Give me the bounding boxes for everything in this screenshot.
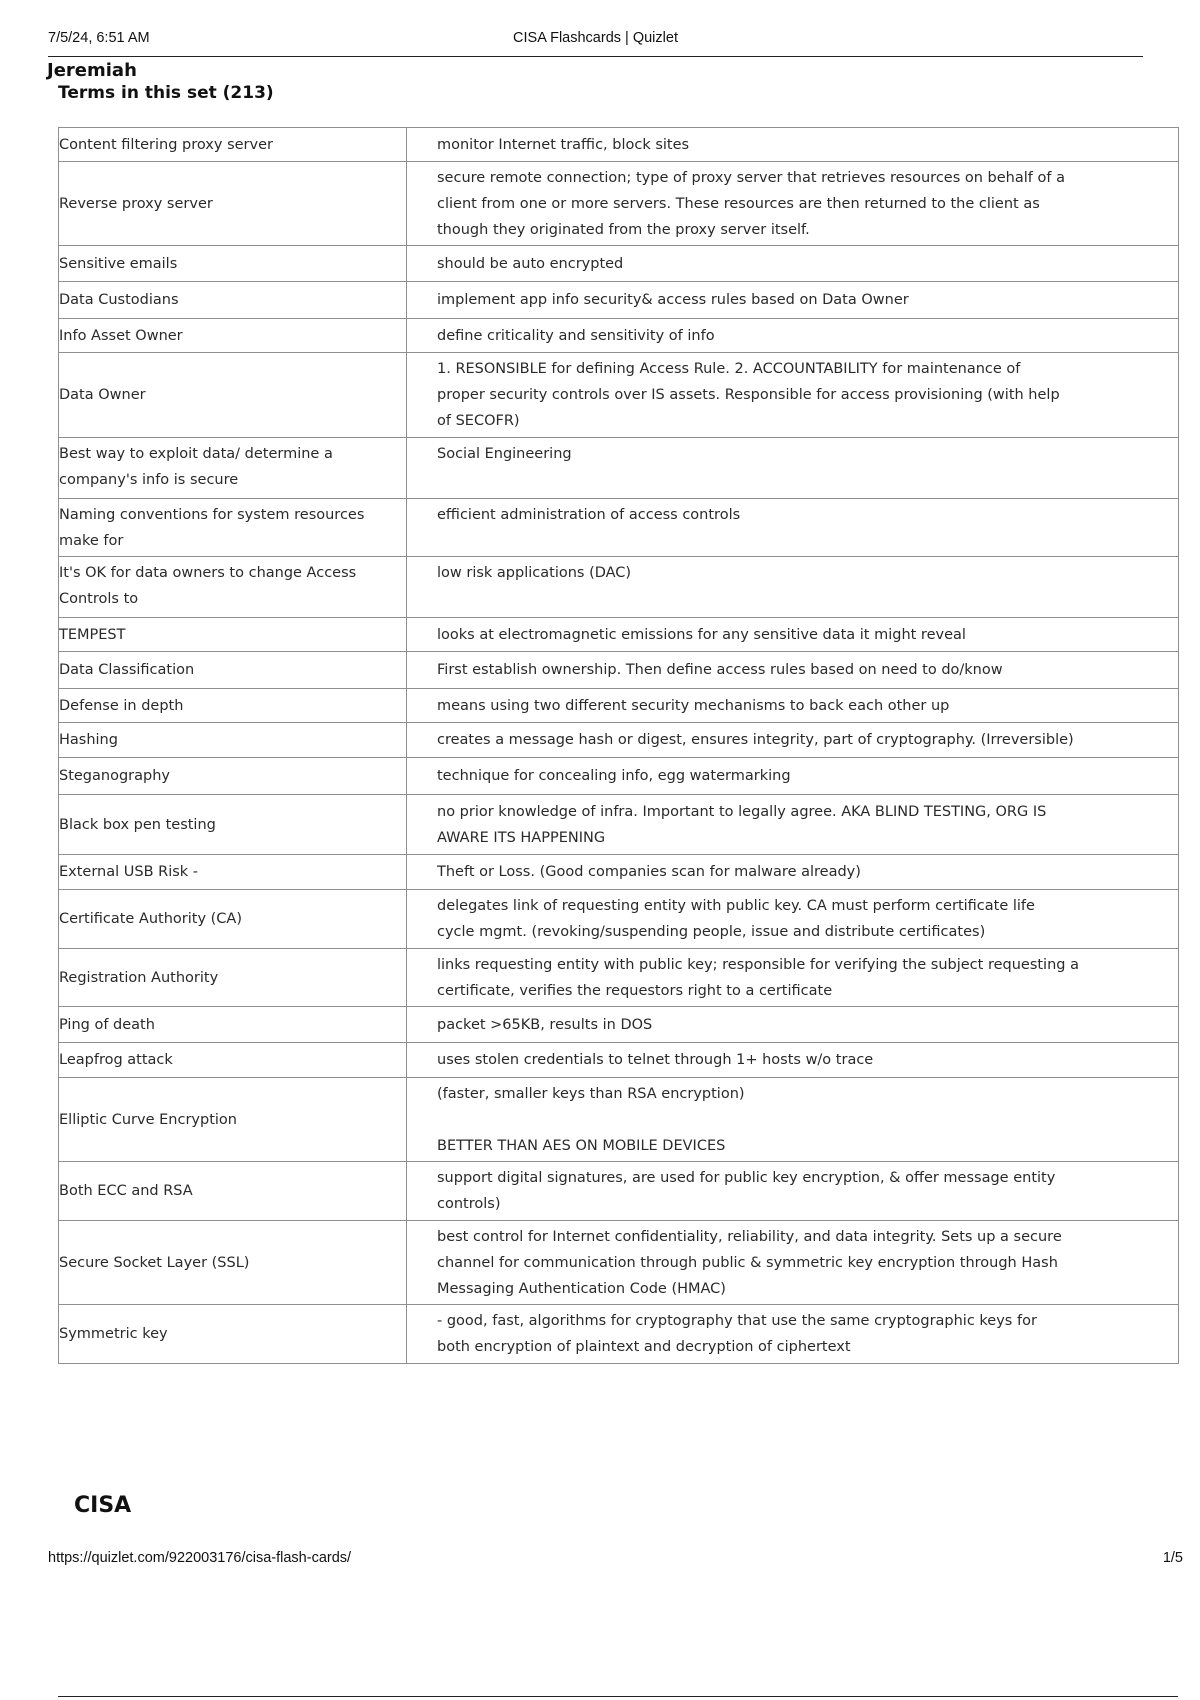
definition-cell: [407, 128, 1179, 162]
definition-cell: [407, 319, 1179, 353]
table-row: [59, 1162, 1179, 1221]
table-row: [59, 689, 1179, 723]
term-cell: Certificate Authority (CA): [59, 890, 407, 949]
term-cell: Ping of death: [59, 1007, 407, 1043]
table-row: [59, 1043, 1179, 1078]
term-cell: Reverse proxy server: [59, 162, 407, 246]
definition-line: Social Engineering: [437, 446, 572, 462]
definition-line: client from one or more servers. These resources are then returned to the client as: [437, 195, 1040, 212]
table-row: [59, 1007, 1179, 1043]
definition-line: proper security controls over IS assets. Responsible for access provisioning (with help: [437, 387, 1060, 403]
definition-cell: [407, 855, 1179, 890]
header-divider: [48, 56, 1143, 57]
definition-line: define criticality and sensitivity of info: [437, 327, 715, 344]
set-brand-title: CISA: [74, 1493, 132, 1518]
table-row: [59, 246, 1179, 282]
definition-line: First establish ownership. Then define access rules based on need to do/know: [437, 662, 1003, 678]
definition-cell: [407, 1078, 1179, 1162]
definition-line: no prior knowledge of infra. Important to legally agree. AKA BLIND TESTING, ORG IS: [437, 803, 1047, 820]
definition-cell: [407, 282, 1179, 319]
table-row: [59, 949, 1179, 1007]
table-row: [59, 319, 1179, 353]
definition-line: controls): [437, 1196, 501, 1212]
table-row: [59, 557, 1179, 618]
definition-line: channel for communication through public & symmetric key encryption through Hash: [437, 1254, 1058, 1271]
table-row: [59, 128, 1179, 162]
definition-line: support digital signatures, are used for public key encryption, & offer message entity: [437, 1170, 1056, 1186]
definition-cell: [407, 1162, 1179, 1221]
definition-line: certificate, verifies the requestors right to a certificate: [437, 982, 833, 999]
definition-cell: [407, 652, 1179, 689]
definition-line: 1. RESONSIBLE for defining Access Rule. 2. ACCOUNTABILITY for maintenance of: [437, 361, 1021, 377]
term-cell: Black box pen testing: [59, 795, 407, 855]
definition-spacer: [437, 1107, 1138, 1133]
definition-line: means using two different security mechanisms to back each other up: [437, 697, 950, 714]
term-cell: Elliptic Curve Encryption: [59, 1078, 407, 1162]
definition-cell: [407, 795, 1179, 855]
definition-line: implement app info security& access rules based on Data Owner: [437, 292, 909, 308]
table-row: [59, 438, 1179, 499]
page-number: 1/5: [1162, 1550, 1183, 1566]
term-cell: Info Asset Owner: [59, 319, 407, 353]
definition-cell: [407, 758, 1179, 795]
table-row: [59, 1305, 1179, 1364]
table-row: [59, 855, 1179, 890]
term-cell: It's OK for data owners to change Access Controls to: [59, 557, 407, 618]
definition-line: best control for Internet confidentiality, reliability, and data integrity. Sets up a secure: [437, 1228, 1062, 1245]
definition-line: low risk applications (DAC): [437, 565, 632, 581]
table-row: [59, 1078, 1179, 1162]
term-cell: Best way to exploit data/ determine a company's info is secure: [59, 438, 407, 499]
term-cell: Naming conventions for system resources make for: [59, 499, 407, 557]
term-cell: TEMPEST: [59, 618, 407, 652]
table-row: [59, 652, 1179, 689]
term-cell: Data Owner: [59, 353, 407, 438]
definition-line: BETTER THAN AES ON MOBILE DEVICES: [437, 1137, 726, 1154]
table-row: [59, 618, 1179, 652]
definition-line: of SECOFR): [437, 413, 520, 429]
definition-line: Messaging Authentication Code (HMAC): [437, 1280, 726, 1297]
terms-table-body: [59, 128, 1179, 1364]
term-cell: Data Custodians: [59, 282, 407, 319]
definition-line: efficient administration of access controls: [437, 507, 741, 523]
document-title: CISA Flashcards | Quizlet: [513, 30, 678, 46]
term-cell: Registration Authority: [59, 949, 407, 1007]
definition-cell: [407, 438, 1179, 499]
table-row: [59, 795, 1179, 855]
definition-cell: [407, 618, 1179, 652]
term-cell: Data Classification: [59, 652, 407, 689]
term-cell: Leapfrog attack: [59, 1043, 407, 1078]
definition-line: (faster, smaller keys than RSA encryption): [437, 1085, 745, 1102]
definition-cell: [407, 689, 1179, 723]
term-cell: Symmetric key: [59, 1305, 407, 1364]
definition-line: monitor Internet traffic, block sites: [437, 136, 690, 153]
definition-cell: [407, 949, 1179, 1007]
term-cell: Steganography: [59, 758, 407, 795]
definition-line: - good, fast, algorithms for cryptography that use the same cryptographic keys for: [437, 1313, 1037, 1329]
table-row: [59, 353, 1179, 438]
definition-line: delegates link of requesting entity with public key. CA must perform certificate life: [437, 898, 1035, 914]
definition-line: packet >65KB, results in DOS: [437, 1016, 653, 1033]
definition-line: creates a message hash or digest, ensures integrity, part of cryptography. (Irreversible): [437, 732, 1074, 748]
definition-line: links requesting entity with public key; responsible for verifying the subject requesting a: [437, 956, 1079, 973]
term-cell: Hashing: [59, 723, 407, 758]
definition-line: uses stolen credentials to telnet through 1+ hosts w/o trace: [437, 1052, 874, 1068]
definition-cell: [407, 1043, 1179, 1078]
definition-line: Theft or Loss. (Good companies scan for malware already): [437, 864, 861, 880]
definition-cell: [407, 1007, 1179, 1043]
terms-table: [58, 127, 1179, 1364]
definition-cell: [407, 890, 1179, 949]
term-cell: Content filtering proxy server: [59, 128, 407, 162]
definition-cell: [407, 1305, 1179, 1364]
bottom-divider: [58, 1696, 1178, 1697]
term-cell: External USB Risk -: [59, 855, 407, 890]
author-name: Jeremiah: [47, 60, 137, 81]
print-date: 7/5/24, 6:51 AM: [48, 30, 150, 46]
definition-cell: [407, 499, 1179, 557]
definition-line: cycle mgmt. (revoking/suspending people, issue and distribute certificates): [437, 924, 986, 940]
definition-cell: [407, 246, 1179, 282]
term-cell: Both ECC and RSA: [59, 1162, 407, 1221]
terms-count-heading: Terms in this set (213): [58, 83, 274, 103]
definition-line: should be auto encrypted: [437, 255, 624, 272]
table-row: [59, 499, 1179, 557]
definition-line: secure remote connection; type of proxy server that retrieves resources on behalf of a: [437, 169, 1065, 186]
definition-line: both encryption of plaintext and decryption of ciphertext: [437, 1339, 851, 1355]
definition-line: though they originated from the proxy server itself.: [437, 221, 810, 238]
table-row: [59, 282, 1179, 319]
definition-line: technique for concealing info, egg watermarking: [437, 768, 791, 784]
term-cell: Sensitive emails: [59, 246, 407, 282]
print-footer: [48, 1550, 1183, 1572]
definition-line: AWARE ITS HAPPENING: [437, 829, 606, 846]
definition-cell: [407, 557, 1179, 618]
term-cell: Defense in depth: [59, 689, 407, 723]
print-header: [48, 30, 1143, 56]
page-url: https://quizlet.com/922003176/cisa-flash-cards/: [48, 1550, 352, 1566]
table-row: [59, 758, 1179, 795]
table-row: [59, 1221, 1179, 1305]
definition-line: looks at electromagnetic emissions for any sensitive data it might reveal: [437, 626, 966, 643]
table-row: [59, 723, 1179, 758]
definition-cell: [407, 723, 1179, 758]
definition-cell: [407, 162, 1179, 246]
table-row: [59, 890, 1179, 949]
definition-cell: [407, 353, 1179, 438]
table-row: [59, 162, 1179, 246]
definition-cell: [407, 1221, 1179, 1305]
term-cell: Secure Socket Layer (SSL): [59, 1221, 407, 1305]
